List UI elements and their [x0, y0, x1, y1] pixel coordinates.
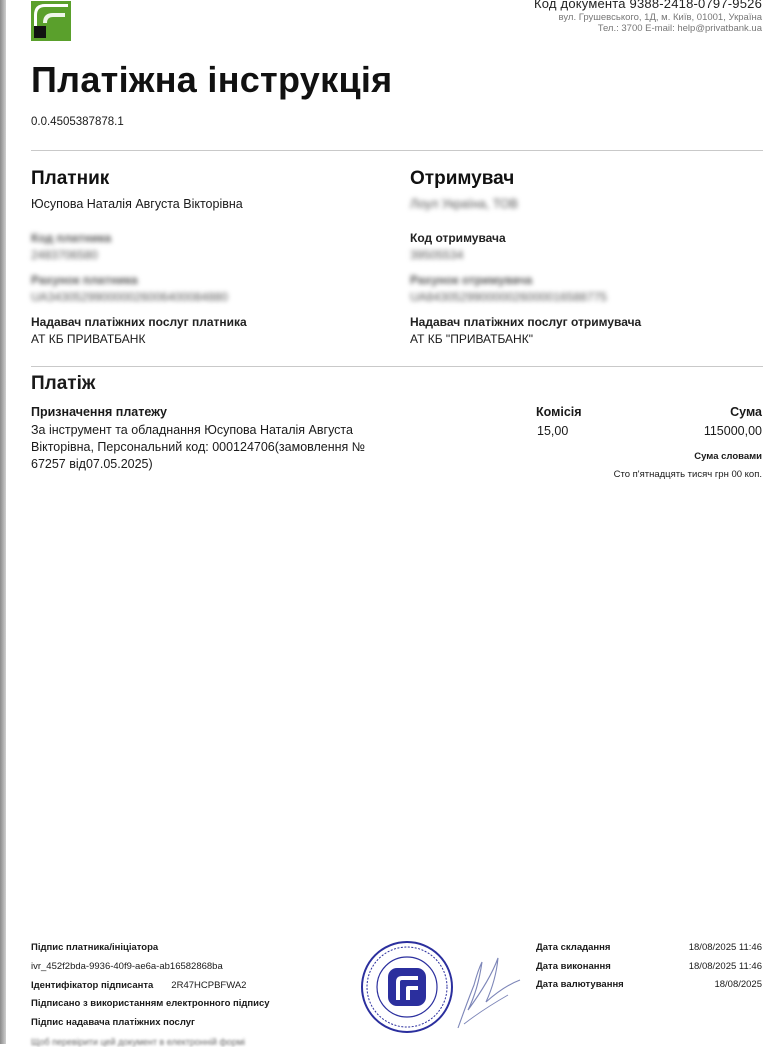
signer-id-label: Ідентифікатор підписанта	[31, 980, 154, 991]
recipient-name: Лоул Україна, ТОВ	[410, 197, 518, 211]
signer-id-value: 2R47HCPBFWA2	[171, 980, 247, 991]
esign-note: Підписано з використанням електронного підпису	[31, 998, 270, 1009]
fee-value: 15,00	[537, 424, 569, 438]
handwritten-signature-icon	[438, 940, 528, 1035]
initiator-signature-label: Підпис платника/ініціатора	[31, 942, 159, 953]
value-date-label: Дата валютування	[536, 979, 624, 990]
bank-contacts-line: Тел.: 3700 E-mail: help@privatbank.ua	[597, 23, 762, 34]
payer-code-label: Код платника	[31, 231, 112, 245]
payer-section	[31, 168, 371, 346]
amount-label: Сума	[730, 405, 762, 419]
page-edge	[0, 0, 6, 1044]
privatbank-logo-icon	[31, 1, 71, 41]
recipient-section	[410, 168, 750, 346]
recipient-code-label: Код отримувача	[410, 231, 506, 245]
recipient-title: Отримувач	[410, 168, 515, 189]
payer-name: Юсупова Наталія Августа Вікторівна	[31, 197, 243, 211]
fee-label: Комісія	[536, 405, 582, 419]
date-executed-label: Дата виконання	[536, 961, 611, 972]
payer-account-value: UA343052990000026006400084880	[31, 290, 228, 304]
signer-id-row	[31, 980, 246, 991]
provider-signature-label: Підпис надавача платіжних послуг	[31, 1017, 195, 1028]
payer-code-value: 2483706580	[31, 248, 98, 262]
payer-provider-value: АТ КБ ПРИВАТБАНК	[31, 332, 146, 346]
page-title: Платіжна інструкція	[31, 59, 393, 100]
initiator-signature-value: ivr_452f2bda-9936-40f9-ae6a-ab16582868ba	[31, 961, 223, 972]
date-created-value: 18/08/2025 11:46	[688, 942, 762, 953]
payment-title: Платіж	[31, 373, 96, 394]
recipient-account-value: UA843052990000026000016588775	[410, 290, 607, 304]
divider	[31, 150, 763, 151]
amount-words-label: Сума словами	[694, 451, 762, 462]
amount-value: 115000,00	[703, 424, 762, 438]
recipient-account-label: Рахунок отримувача	[410, 273, 533, 287]
purpose-value: За інструмент та обладнання Юсупова Наталія Августа Вікторівна, Персональний код: 000124706(замовлення № 67257 від07.05.2025)	[31, 423, 366, 471]
bank-address-line: вул. Грушевського, 1Д, м. Київ, 01001, Україна	[558, 12, 762, 23]
payer-title: Платник	[31, 168, 110, 189]
bank-address	[559, 12, 762, 34]
date-executed-value: 18/08/2025 11:46	[688, 961, 762, 972]
recipient-provider-value: АТ КБ "ПРИВАТБАНК"	[410, 332, 533, 346]
purpose-label: Призначення платежу	[31, 405, 167, 419]
date-created-label: Дата складання	[536, 942, 611, 953]
payer-account-label: Рахунок платника	[31, 273, 138, 287]
value-date-value: 18/08/2025	[714, 979, 762, 990]
payer-provider-label: Надавач платіжних послуг платника	[31, 315, 247, 329]
amount-words-value: Сто п'ятнадцять тисяч грн 00 коп.	[613, 469, 762, 480]
document-number: 0.0.4505387878.1	[31, 116, 124, 128]
document-code: Код документа 9388-2418-0797-9526	[534, 0, 762, 11]
recipient-provider-label: Надавач платіжних послуг отримувача	[410, 315, 642, 329]
recipient-code-value: 39505534	[410, 248, 464, 262]
divider	[31, 366, 763, 367]
footer-note: Щоб перевірити цей документ в електронній формі	[31, 1037, 246, 1047]
